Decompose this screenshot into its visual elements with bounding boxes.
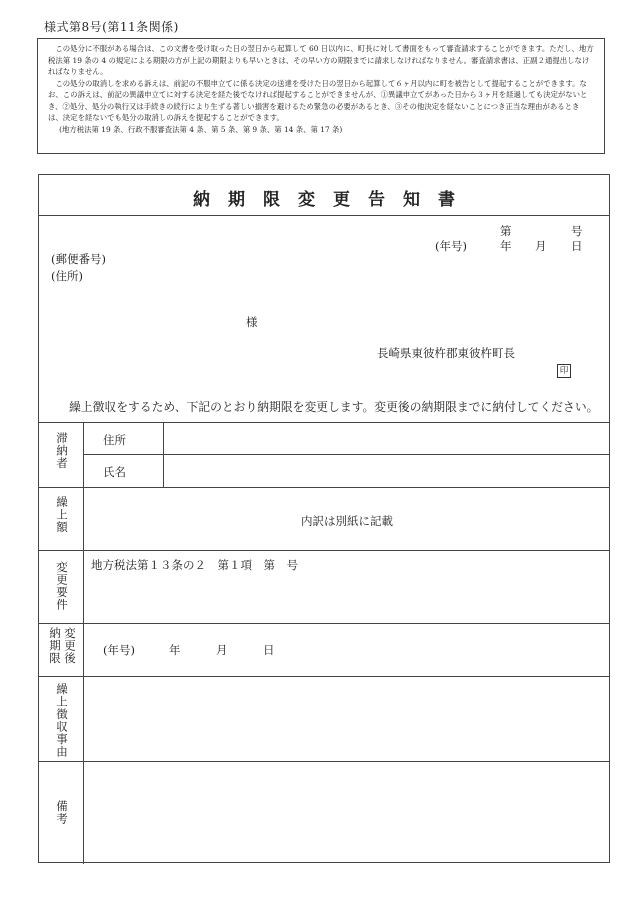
row-divider-5 bbox=[39, 761, 609, 762]
delinquent-label: 滞納者 bbox=[55, 432, 69, 470]
due-date-label: 納期限 bbox=[48, 627, 62, 665]
row-divider-1 bbox=[39, 487, 609, 488]
notice-form bbox=[38, 174, 610, 863]
amount-label: 繰上額 bbox=[55, 496, 69, 534]
appeal-notice-box bbox=[37, 38, 605, 154]
official-seal-mark: 印 bbox=[557, 364, 571, 378]
number-suffix: 号 bbox=[571, 224, 583, 238]
issue-month: 月 bbox=[535, 239, 547, 253]
number-prefix: 第 bbox=[500, 224, 512, 238]
recipient-address-label: (住所) bbox=[51, 269, 83, 283]
issue-day: 日 bbox=[571, 239, 583, 253]
honorific: 様 bbox=[246, 315, 258, 329]
form-number-label: 様式第8号(第11条関係) bbox=[44, 20, 179, 34]
title-divider bbox=[39, 215, 609, 216]
issuer-name: 長崎県東彼杵郡東彼杵町長 bbox=[377, 346, 515, 360]
due-era: (年号) bbox=[103, 643, 135, 657]
name-label: 氏名 bbox=[103, 465, 126, 479]
postal-code-label: (郵便番号) bbox=[51, 252, 106, 266]
due-day: 日 bbox=[263, 643, 275, 657]
document-title: 納期限変更告知書 bbox=[193, 190, 473, 210]
row-divider-2 bbox=[39, 550, 609, 551]
issue-era: (年号) bbox=[435, 239, 467, 253]
label-column-divider bbox=[83, 422, 84, 864]
issue-year: 年 bbox=[500, 239, 512, 253]
address-name-divider bbox=[83, 454, 609, 455]
legal-reference: (地方税法第 19 条、行政不服審査法第 4 条、第 5 条、第 9 条、第 14 条、第 17 条) bbox=[59, 124, 343, 134]
after-change-label: 変更後 bbox=[63, 627, 77, 665]
amount-value: 内訳は別紙に記載 bbox=[301, 514, 393, 528]
appeal-paragraph-2: この処分の取消しを求める訴えは、前記の不服申立てに係る決定の送達を受けた日の翌日から起算して６ヶ月以内に町を被告として提起することができます。なお、この訴えは、前記の異議申立てに対する決定を経た後でなければ提起することができませんが、①異議申立てがあった日から３ヶ月を経過しても決定がないとき、②処分、処分の執行又は手続きの続行により生ずる著しい損害を避けるため緊急の必要があるとき、③その他決定を経ないことにつき正当な理由があるときは、決定を経ないでも処分の取消しの訴えを提起することができます。 bbox=[48, 78, 588, 122]
due-year: 年 bbox=[169, 643, 181, 657]
remarks-label: 備考 bbox=[55, 800, 69, 825]
address-label: 住所 bbox=[103, 433, 126, 447]
notice-statement: 繰上徴収をするため、下記のとおり納期限を変更します。変更後の納期限までに納付してください。 bbox=[69, 400, 599, 414]
reason-label: 繰上徴収事由 bbox=[55, 683, 69, 758]
appeal-paragraph-1: この処分に不服がある場合は、この文書を受け取った日の翌日から起算して 60 日以内に、町長に対して書面をもって審査請求することができます。ただし、地方税法第 19 条の 4 の規定による期限の方が上記の期限よりも早いときは、その早い方の期限までに請求しなければなりません。審査請求書は、正副２通提出しなければなりません。 bbox=[48, 44, 594, 76]
due-month: 月 bbox=[216, 643, 228, 657]
row-divider-3 bbox=[39, 623, 609, 624]
row-divider-4 bbox=[39, 676, 609, 677]
change-requirement-value: 地方税法第１３条の２ 第１項 第 号 bbox=[91, 558, 298, 572]
change-requirement-label: 変更要件 bbox=[55, 561, 69, 611]
table-top-border bbox=[39, 422, 609, 423]
